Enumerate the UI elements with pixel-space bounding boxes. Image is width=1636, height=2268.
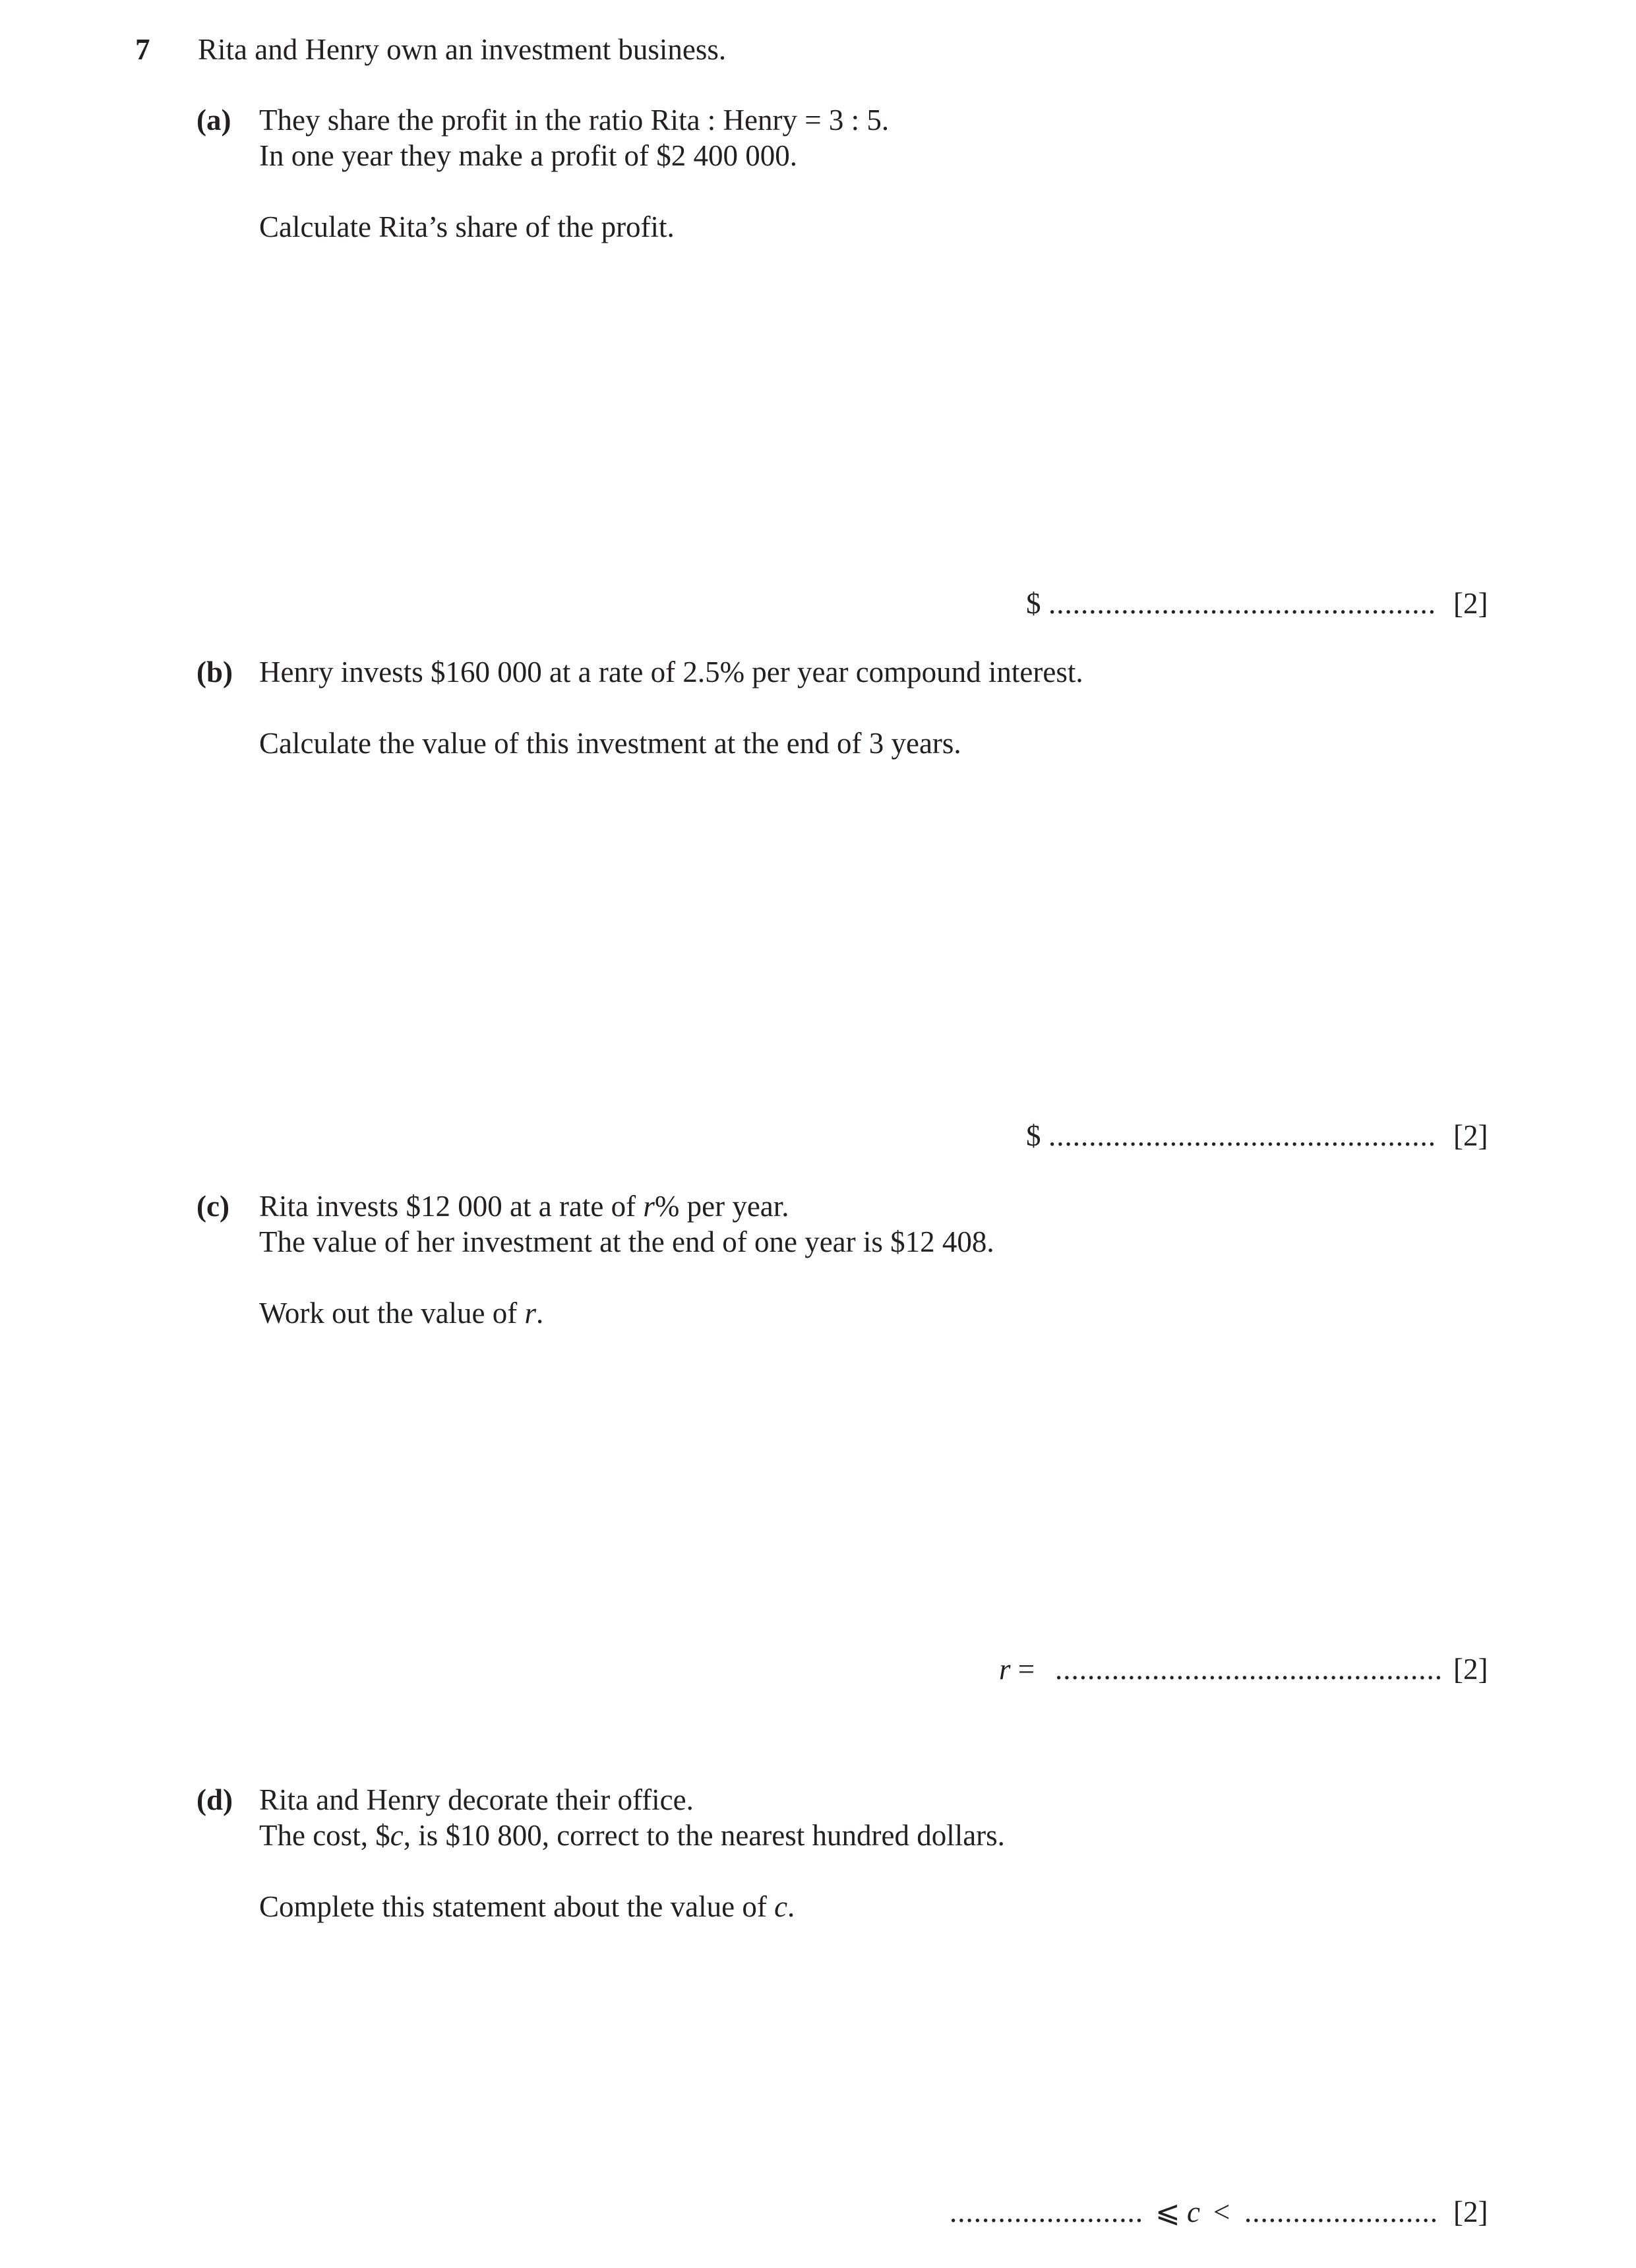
part-d-lt-symbol: < — [1213, 2195, 1230, 2228]
question-intro: Rita and Henry own an investment business. — [198, 33, 727, 66]
part-a-line2: In one year they make a profit of $2 400 000. — [259, 139, 797, 172]
part-c-answer-field[interactable]: ................................................ — [1055, 1653, 1443, 1686]
part-c-line1-text: Rita invests $12 000 at a rate of — [259, 1190, 644, 1223]
part-b-label: (b) — [197, 656, 233, 689]
part-c-label: (c) — [197, 1190, 229, 1223]
part-c-instruction-text: Work out the value of — [259, 1297, 525, 1330]
part-c-instruction — [259, 1299, 543, 1328]
part-c-variable-r: r — [643, 1190, 655, 1223]
part-a-label: (a) — [197, 104, 231, 137]
part-b-answer-prefix: $ — [1026, 1119, 1041, 1152]
part-c-instruction-end: . — [536, 1297, 544, 1330]
part-d-instruction-end: . — [787, 1890, 795, 1923]
part-d-variable-c: c — [390, 1819, 404, 1852]
part-d-line2 — [259, 1821, 1005, 1851]
part-b-answer-field[interactable]: ................................................ — [1048, 1119, 1436, 1152]
part-b-marks: [2] — [1453, 1119, 1488, 1152]
part-d-instruction-variable: c — [774, 1890, 788, 1923]
part-d-leq-symbol: ⩽ — [1155, 2195, 1180, 2228]
part-a-answer-field[interactable]: ................................................ — [1048, 587, 1436, 620]
part-d-line2-text: The cost, $ — [259, 1819, 390, 1852]
part-c-answer-label — [999, 1655, 1035, 1684]
part-c-line2: The value of her investment at the end of one year is $12 408. — [259, 1225, 994, 1258]
part-a-instruction: Calculate Rita’s share of the profit. — [259, 210, 675, 243]
part-a-marks: [2] — [1453, 587, 1488, 620]
part-d-marks: [2] — [1453, 2195, 1488, 2228]
part-d-line1: Rita and Henry decorate their office. — [259, 1783, 694, 1816]
part-d-lower-bound-field[interactable]: ........................ — [950, 2195, 1143, 2228]
part-b-instruction: Calculate the value of this investment at the end of 3 years. — [259, 727, 961, 760]
part-d-upper-bound-field[interactable]: ........................ — [1244, 2195, 1438, 2228]
part-d-line2-end: , is $10 800, correct to the nearest hundred dollars. — [403, 1819, 1005, 1852]
part-d-label: (d) — [197, 1783, 233, 1816]
part-c-answer-variable: r — [999, 1653, 1011, 1686]
part-a-answer-prefix: $ — [1026, 587, 1041, 620]
part-c-line1-end: % per year. — [654, 1190, 789, 1223]
part-d-instruction — [259, 1892, 795, 1922]
part-a-line1: They share the profit in the ratio Rita : Henry = 3 : 5. — [259, 104, 890, 137]
question-number: 7 — [135, 33, 150, 66]
part-c-answer-equals: = — [1010, 1653, 1035, 1686]
part-b-line1: Henry invests $160 000 at a rate of 2.5% per year compound interest. — [259, 656, 1083, 689]
part-d-instruction-text: Complete this statement about the value of — [259, 1890, 775, 1923]
part-c-instruction-variable: r — [524, 1297, 537, 1330]
part-c-line1 — [259, 1192, 789, 1221]
part-c-marks: [2] — [1453, 1653, 1488, 1686]
part-d-variable: c — [1187, 2195, 1200, 2228]
